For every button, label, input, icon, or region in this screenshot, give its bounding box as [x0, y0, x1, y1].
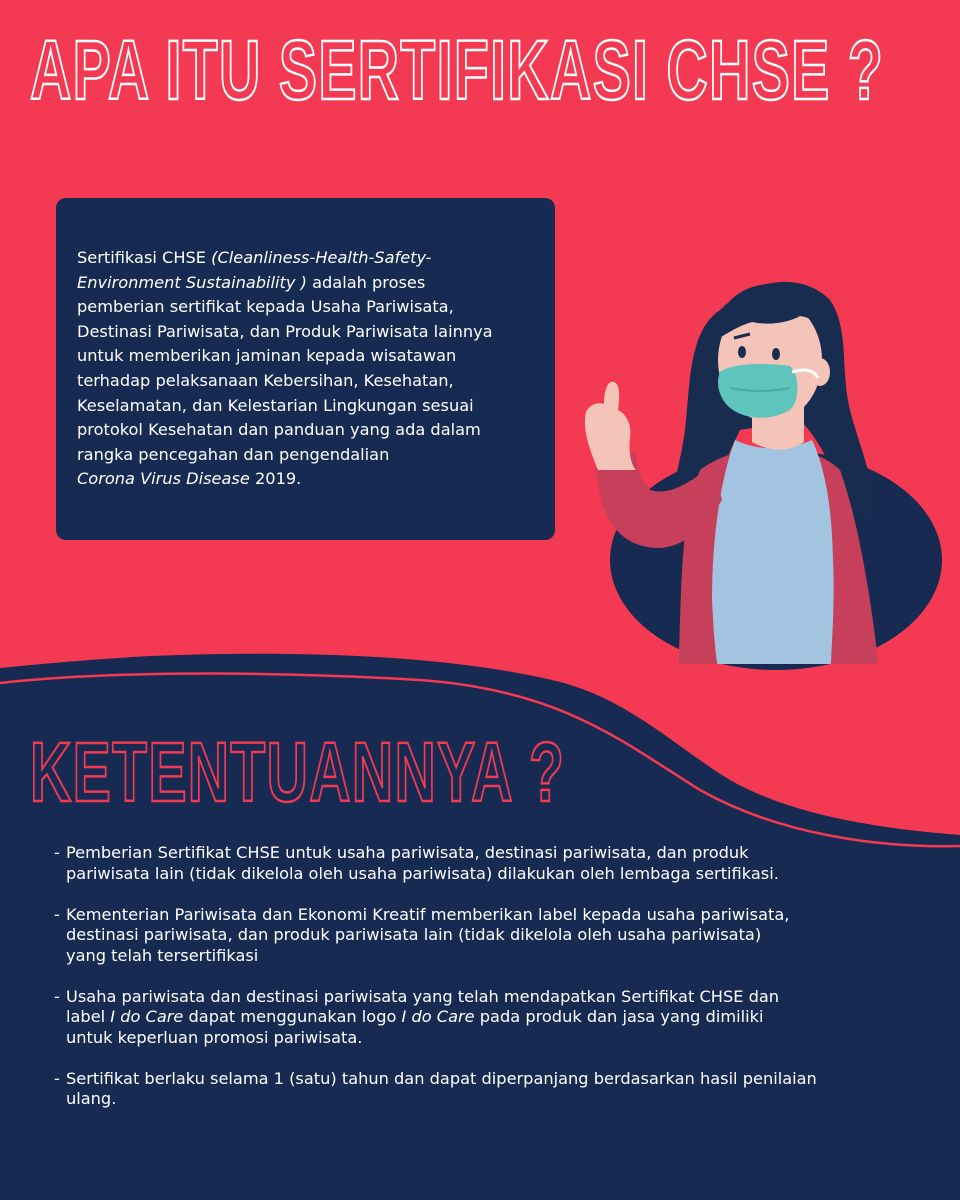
text-run: Destinasi Pariwisata, dan Produk Pariwisata lainnya	[77, 321, 493, 341]
list-item: - Pemberian Sertifikat CHSE untuk usaha pariwisata, destinasi pariwisata, dan produk pariwisata lain (tidak dikelola oleh usaha pariwisata) dilakukan oleh lembaga sertifikasi.	[54, 843, 914, 884]
text-run: yang telah tersertifikasi	[66, 945, 259, 965]
text-run: Pemberian Sertifikat CHSE untuk usaha pariwisata, destinasi pariwisata, dan produk	[66, 843, 749, 862]
text-run: adalah proses	[306, 272, 426, 292]
rule-text	[66, 843, 914, 884]
text-run: Keselamatan, dan Kelestarian Lingkungan sesuai	[77, 395, 474, 415]
woman-with-mask-pointing-up-icon	[578, 270, 960, 680]
text-run: pada produk dan jasa yang dimiliki	[474, 1007, 764, 1026]
text-run: destinasi pariwisata, dan produk pariwisata lain (tidak dikelola oleh usaha pariwisata)	[66, 925, 762, 944]
text-run: dapat menggunakan logo	[183, 1007, 402, 1026]
italic-text: Corona Virus Disease	[77, 469, 250, 489]
text-run: Sertifikasi CHSE	[77, 248, 212, 267]
hand	[585, 382, 636, 470]
rules-list	[54, 843, 914, 1130]
page-title: APA ITU SERTIFIKASI CHSE ?	[30, 23, 885, 117]
text-run: Kementerian Pariwisata dan Ekonomi Kreatif memberikan label kepada usaha pariwisata,	[66, 904, 790, 924]
text-run: pemberian sertifikat kepada Usaha Pariwisata,	[77, 297, 454, 317]
text-run: untuk memberikan jaminan kepada wisatawan	[77, 346, 457, 366]
list-item: - Usaha pariwisata dan destinasi pariwisata yang telah mendapatkan Sertifikat CHSE dan label I do Care dapat menggunakan logo I do Care pada produk dan jasa yang dimiliki untuk keperluan promosi pariwisata.	[54, 987, 914, 1049]
text-run: protokol Kesehatan dan panduan yang ada dalam	[77, 420, 481, 440]
left-eye	[738, 346, 746, 358]
text-run: untuk keperluan promosi pariwisata.	[66, 1027, 363, 1047]
italic-text: I do Care	[110, 1007, 184, 1026]
rule-text	[66, 905, 914, 967]
text-run: terhadap pelaksanaan Kebersihan, Kesehatan,	[77, 370, 454, 390]
text-run: Usaha pariwisata dan destinasi pariwisata yang telah mendapatkan Sertifikat CHSE dan	[66, 986, 780, 1006]
right-eye	[772, 348, 780, 360]
info-text	[77, 246, 535, 492]
shirt	[712, 440, 834, 680]
list-item: - Sertifikat berlaku selama 1 (satu) tahun dan dapat diperpanjang berdasarkan hasil penilaian ulang.	[54, 1069, 914, 1110]
text-run: 2019.	[249, 469, 302, 489]
italic-text: I do Care	[401, 1007, 475, 1026]
rule-text	[66, 987, 914, 1049]
text-run: rangka pencegahan dan pengendalian	[77, 444, 390, 464]
italic-text: (Cleanliness-Health-Safety-	[211, 248, 432, 267]
italic-text: Environment Sustainability )	[77, 272, 307, 292]
text-run: pariwisata lain (tidak dikelola oleh usaha pariwisata) dilakukan oleh lembaga sertifikasi.	[66, 863, 779, 883]
text-run: Sertifikat berlaku selama 1 (satu) tahun dan dapat diperpanjang berdasarkan hasil penilaian	[66, 1068, 817, 1088]
text-run: ulang.	[66, 1089, 117, 1108]
rule-text	[66, 1069, 914, 1110]
info-card	[56, 198, 555, 540]
rules-title: KETENTUANNYA ?	[30, 725, 566, 819]
list-item: - Kementerian Pariwisata dan Ekonomi Kreatif memberikan label kepada usaha pariwisata, destinasi pariwisata, dan produk pariwisata lain (tidak dikelola oleh usaha pariwisata) yang telah tersertifikasi	[54, 905, 914, 967]
text-run: label	[66, 1007, 111, 1026]
